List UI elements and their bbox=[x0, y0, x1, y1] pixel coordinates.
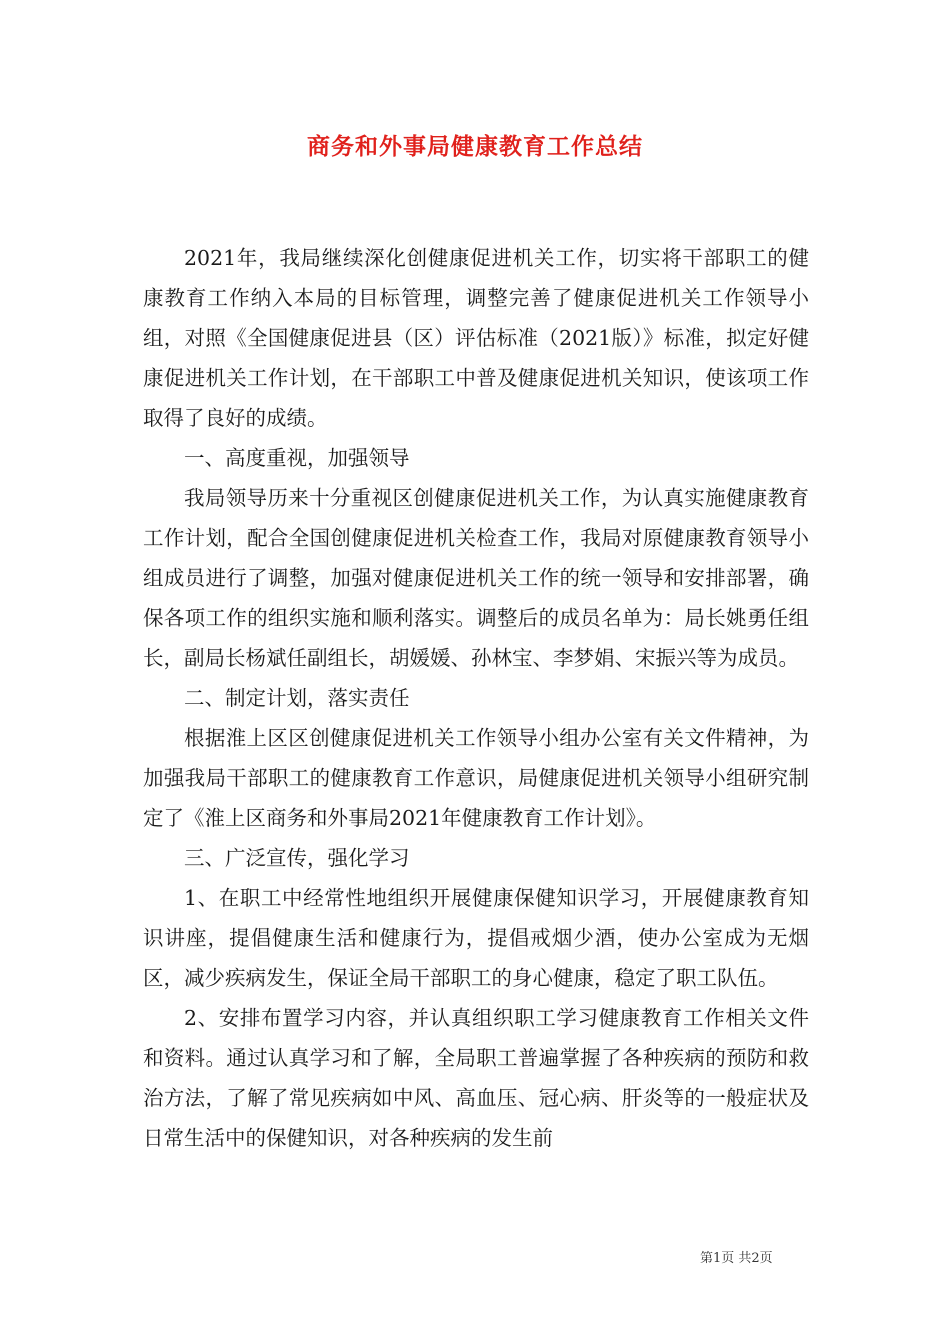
paragraph-section-2: 根据淮上区区创健康促进机关工作领导小组办公室有关文件精神，为加强我局干部职工的健康教育工作意识，局健康促进机关领导小组研究制定了《淮上区商务和外事局2021年健康教育工作计划》。 bbox=[143, 726, 809, 830]
section-heading-1: 一、高度重视，加强领导 bbox=[184, 446, 410, 470]
document-body bbox=[143, 238, 809, 1158]
paragraph-intro: 2021年，我局继续深化创健康促进机关工作，切实将干部职工的健康教育工作纳入本局的目标管理，调整完善了健康促进机关工作领导小组，对照《全国健康促进县（区）评估标准（2021版）》标准，拟定好健康促进机关工作计划，在干部职工中普及健康促进机关知识，使该项工作取得了良好的成绩。 bbox=[143, 246, 809, 430]
document-title: 商务和外事局健康教育工作总结 bbox=[307, 133, 643, 160]
section-heading-2: 二、制定计划，落实责任 bbox=[184, 686, 410, 710]
paragraph-section-1: 我局领导历来十分重视区创健康促进机关工作，为认真实施健康教育工作计划，配合全国创健康促进机关检查工作，我局对原健康教育领导小组成员进行了调整，加强对健康促进机关工作的统一领导和安排部署，确保各项工作的组织实施和顺利落实。调整后的成员名单为：局长姚勇任组长，副局长杨斌任副组长，胡媛媛、孙林宝、李梦娟、宋振兴等为成员。 bbox=[143, 486, 809, 670]
section-heading-3: 三、广泛宣传，强化学习 bbox=[184, 846, 410, 870]
page-number: 第1页 共2页 bbox=[700, 1251, 773, 1266]
paragraph-item-1: 1、在职工中经常性地组织开展健康保健知识学习，开展健康教育知识讲座，提倡健康生活和健康行为，提倡戒烟少酒，使办公室成为无烟区，减少疾病发生，保证全局干部职工的身心健康，稳定了职工队伍。 bbox=[143, 886, 809, 990]
paragraph-item-2: 2、安排布置学习内容，并认真组织职工学习健康教育工作相关文件和资料。通过认真学习和了解，全局职工普遍掌握了各种疾病的预防和救治方法，了解了常见疾病如中风、高血压、冠心病、肝炎等的一般症状及日常生活中的保健知识，对各种疾病的发生前 bbox=[143, 1006, 809, 1150]
